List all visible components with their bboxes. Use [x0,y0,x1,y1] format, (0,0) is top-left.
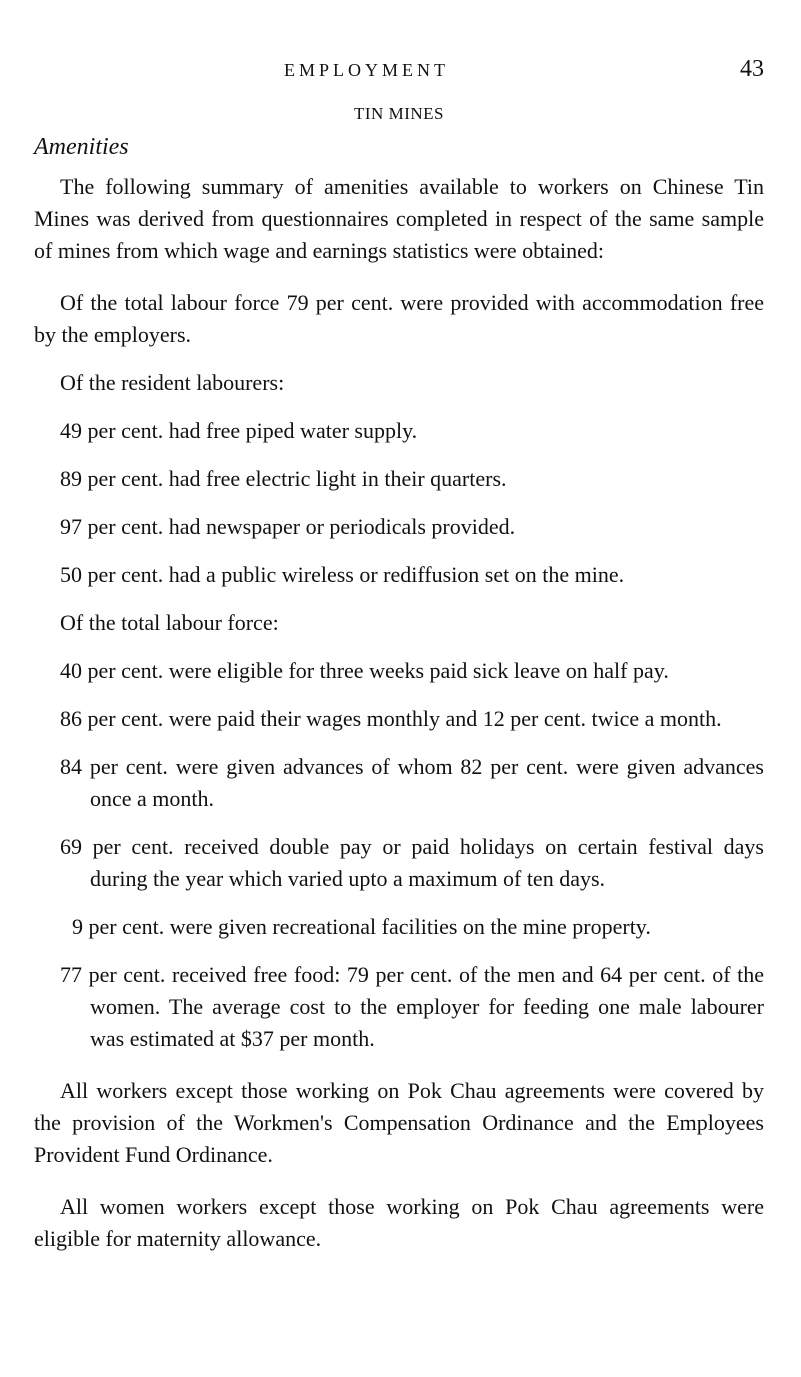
intro-paragraph: The following summary of amenities available to workers on Chinese Tin Mines was derived from questionnaires completed in respect of the same sample of mines from which wage and earnings statistics were obtained: [34,174,764,263]
list-item: 40 per cent. were eligible for three weeks paid sick leave on half pay. [60,658,669,683]
list-item: 77 per cent. received free food: 79 per cent. of the men and 64 per cent. of the women. The average cost to the employer for feeding one male labourer was estimated at $37 per month. [60,962,764,1051]
workmen-paragraph: All workers except those working on Pok Chau agreements were covered by the provision of the Workmen's Compensation Ordinance and the Employees Provident Fund Ordinance. [34,1078,764,1167]
page-header [34,54,764,94]
list-item: 84 per cent. were given advances of whom 82 per cent. were given advances once a month. [60,754,764,811]
resident-lead: Of the resident labourers: [60,370,285,395]
accommodation-paragraph: Of the total labour force 79 per cent. were provided with accommodation free by the employers. [34,290,764,347]
document-page [34,54,764,1255]
list-item: 97 per cent. had newspaper or periodicals provided. [60,514,516,539]
list-item: 9 per cent. were given recreational facilities on the mine property. [72,914,651,939]
section-title: TIN MINES [354,104,444,123]
list-item: 49 per cent. had free piped water supply. [60,418,418,443]
list-item: 50 per cent. had a public wireless or rediffusion set on the mine. [60,562,625,587]
page-number: 43 [740,56,764,82]
running-title: EMPLOYMENT [284,60,449,80]
list-item: 89 per cent. had free electric light in their quarters. [60,466,507,491]
subheading: Amenities [34,134,129,160]
list-item: 69 per cent. received double pay or paid holidays on certain festival days during the year which varied upto a maximum of ten days. [60,834,764,891]
list-item: 86 per cent. were paid their wages monthly and 12 per cent. twice a month. [60,706,722,731]
women-paragraph: All women workers except those working on Pok Chau agreements were eligible for maternity allowance. [34,1194,764,1251]
total-lead: Of the total labour force: [60,610,279,635]
